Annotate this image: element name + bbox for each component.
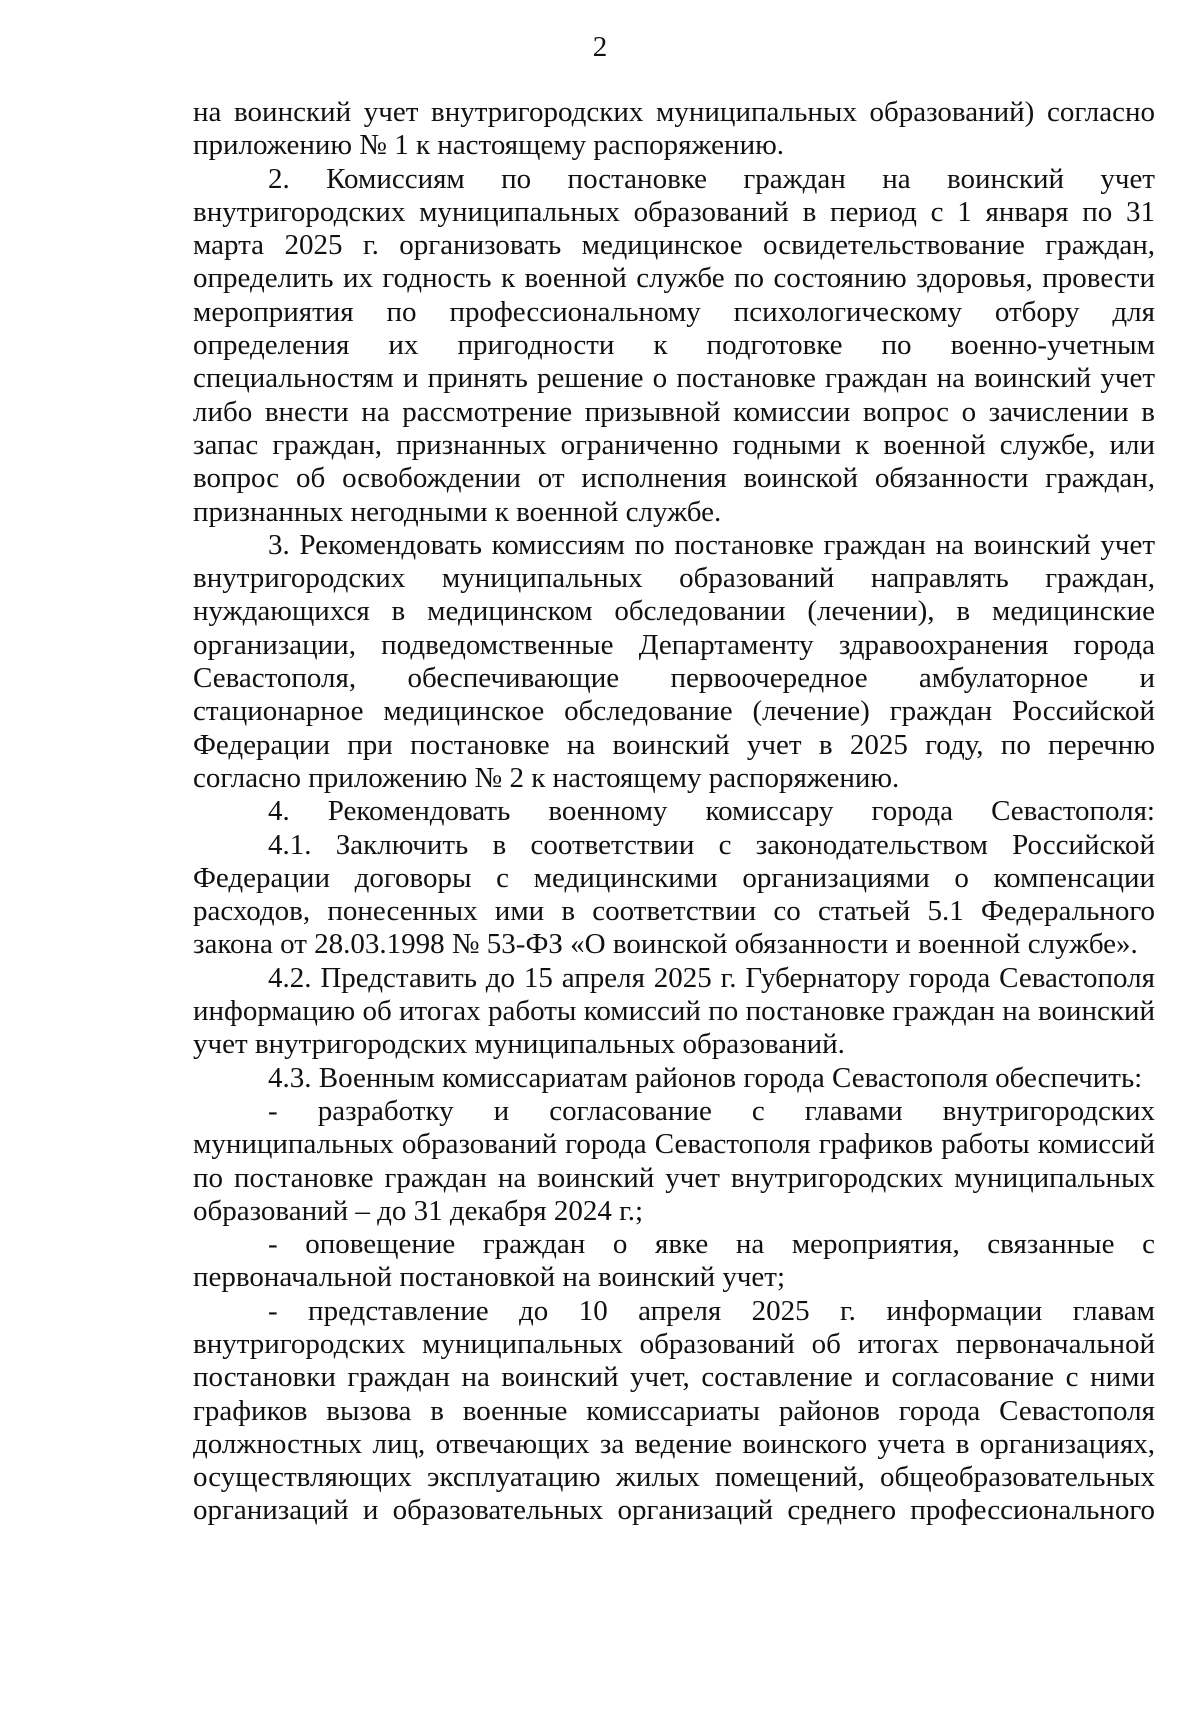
paragraph-item-4-3: 4.3. Военным комиссариатам районов города Севастополя обеспечить: — [268, 1061, 1143, 1094]
page-number: 2 — [592, 31, 608, 63]
list-item-report: - представление до 10 апреля 2025 г. информации главам внутригородских муниципальных образований об итогах первоначальной постановки граждан на воинский учет, составление и согласование с ними графиков вызова в военные комиссариаты районов города Севастополя должностных лиц, отвечающих за ведение воинского учета в организациях, осуществляющих эксплуатацию жилых помещений, общеобразовательных организаций и образовательных организаций среднего профессионального — [193, 1294, 1155, 1527]
list-item-notification: - оповещение граждан о явке на мероприятия, связанные с первоначальной постановкой на воинский учет; — [193, 1228, 1155, 1294]
paragraph-item-4-1: 4.1. Заключить в соответствии с законодательством Российской Федерации договоры с медицинскими организациями о компенсации расходов, понесенных ими в соответствии со статьей 5.1 Федерального закона от 28.03.1998 № 53-ФЗ «О воинской обязанности и военной службе». — [193, 828, 1155, 961]
paragraph-item-4: 4. Рекомендовать военному комиссару города Севастополя: — [268, 795, 1155, 828]
list-item-schedules: - разработку и согласование с главами внутригородских муниципальных образований города Севастополя графиков работы комиссий по постановке граждан на воинский учет внутригородских муниципальных образований – до 31 декабря 2024 г.; — [193, 1094, 1155, 1227]
document-body — [193, 96, 1155, 1528]
paragraph-item-2: 2. Комиссиям по постановке граждан на воинский учет внутригородских муниципальных образований в период с 1 января по 31 марта 2025 г. организовать медицинское освидетельствование граждан, определить их годность к военной службе по состоянию здоровья, провести мероприятия по профессиональному психологическому отбору для определения их пригодности к подготовке по военно-учетным специальностям и принять решение о постановке граждан на воинский учет либо внести на рассмотрение призывной комиссии вопрос о зачислении в запас граждан, признанных ограниченно годными к военной службе, или вопрос об освобождении от исполнения воинской обязанности граждан, признанных негодными к военной службе. — [193, 162, 1155, 528]
paragraph-continuation: на воинский учет внутригородских муниципальных образований) согласно приложению № 1 к настоящему распоряжению. — [193, 96, 1155, 162]
paragraph-item-3: 3. Рекомендовать комиссиям по постановке граждан на воинский учет внутригородских муниципальных образований направлять граждан, нуждающихся в медицинском обследовании (лечении), в медицинские организации, подведомственные Департаменту здравоохранения города Севастополя, обеспечивающие первоочередное амбулаторное и стационарное медицинское обследование (лечение) граждан Российской Федерации при постановке на воинский учет в 2025 году, по перечню согласно приложению № 2 к настоящему распоряжению. — [193, 528, 1155, 794]
paragraph-item-4-2: 4.2. Представить до 15 апреля 2025 г. Губернатору города Севастополя информацию об итогах работы комиссий по постановке граждан на воинский учет внутригородских муниципальных образований. — [193, 961, 1155, 1061]
